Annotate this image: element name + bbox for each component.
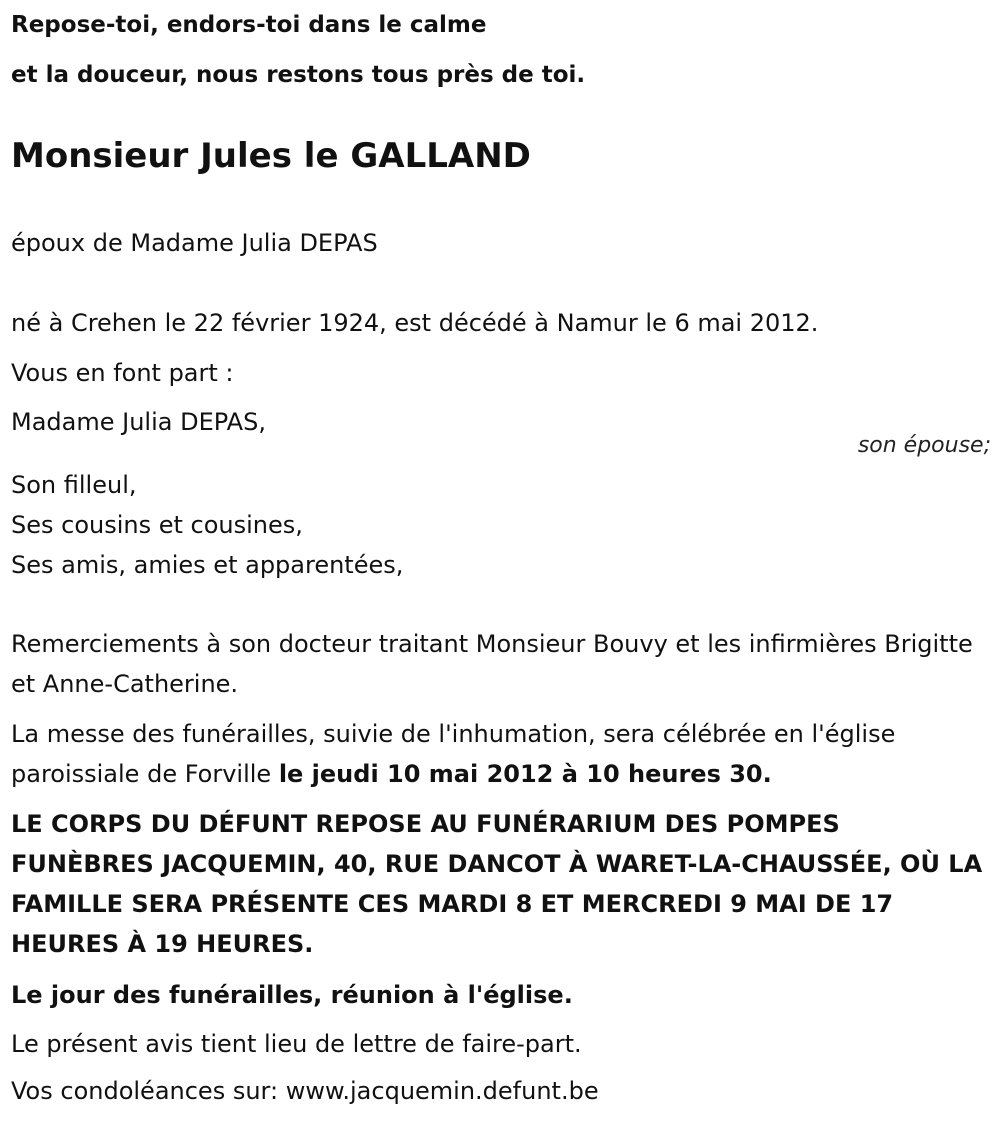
family-cousins: Ses cousins et cousines, xyxy=(11,511,303,539)
family-spouse-name: Madame Julia DEPAS, xyxy=(11,408,266,436)
condolences-link[interactable]: Vos condoléances sur: www.jacquemin.defunt.be xyxy=(11,1077,599,1105)
mass-paragraph xyxy=(11,714,986,794)
family-godson: Son filleul, xyxy=(11,471,137,499)
viewing-notice: LE CORPS DU DÉFUNT REPOSE AU FUNÉRARIUM DES POMPES FUNÈBRES JACQUEMIN, 40, RUE DANCOT À WARET-LA-CHAUSSÉE, OÙ LA FAMILLE SERA PRÉSENTE CES MARDI 8 ET MERCREDI 9 MAI DE 17 HEURES À 19 HEURES. xyxy=(11,810,983,958)
birth-death-line: né à Crehen le 22 février 1924, est décédé à Namur le 6 mai 2012. xyxy=(11,309,819,337)
spouse-line: époux de Madame Julia DEPAS xyxy=(11,229,378,257)
family-spouse-role: son épouse; xyxy=(857,433,991,458)
poem-line-2: et la douceur, nous restons tous près de toi. xyxy=(11,62,586,88)
meeting-notice: Le jour des funérailles, réunion à l'église. xyxy=(11,981,573,1009)
mass-text: La messe des funérailles, suivie de l'inhumation, sera célébrée en l'église paroissiale de Forville xyxy=(11,720,896,788)
deceased-name: Monsieur Jules le GALLAND xyxy=(11,136,531,176)
announcement-intro: Vous en font part : xyxy=(11,359,234,387)
family-friends: Ses amis, amies et apparentées, xyxy=(11,551,404,579)
mass-date: le jeudi 10 mai 2012 à 10 heures 30. xyxy=(278,760,772,788)
thanks-paragraph: Remerciements à son docteur traitant Monsieur Bouvy et les infirmières Brigitte et Anne-Catherine. xyxy=(11,630,973,698)
poem-line-1: Repose-toi, endors-toi dans le calme xyxy=(11,12,487,38)
notice-validity: Le présent avis tient lieu de lettre de faire-part. xyxy=(11,1030,582,1058)
